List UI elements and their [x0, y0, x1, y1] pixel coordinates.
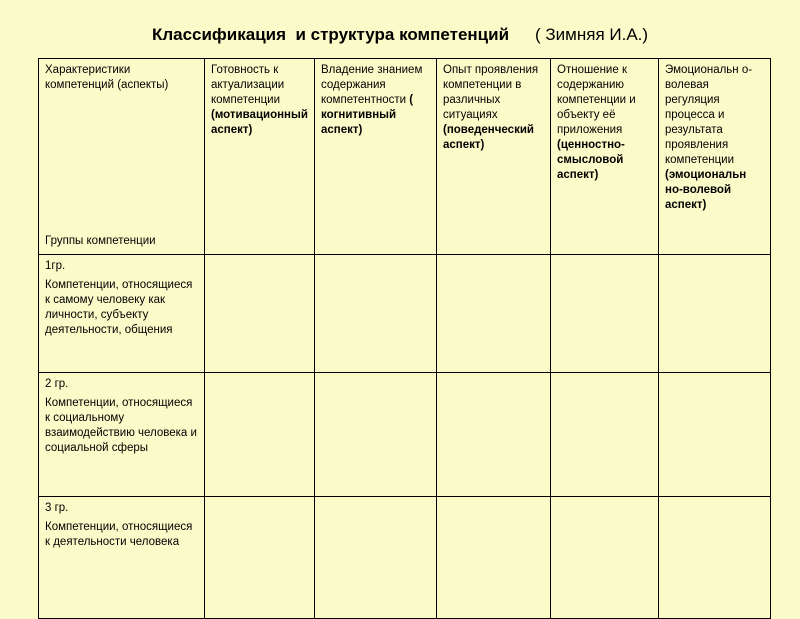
empty-cell [315, 497, 437, 619]
column-header-motivational: Готовность к актуализации компетенции (мотивационный аспект) [205, 59, 315, 255]
group-cell [39, 373, 205, 497]
empty-cell [205, 497, 315, 619]
empty-cell [659, 373, 771, 497]
empty-cell [437, 373, 551, 497]
empty-cell [659, 255, 771, 373]
group-cell [39, 255, 205, 373]
table-row [39, 255, 771, 373]
title-main: Классификация и структура компетенций [151, 25, 510, 44]
column-header-value-semantic: Отношение к содержанию компетенции и объекту её приложения (ценностно-смысловой аспект) [551, 59, 659, 255]
empty-cell [551, 373, 659, 497]
competency-table [38, 58, 771, 619]
empty-cell [315, 255, 437, 373]
table-row [39, 373, 771, 497]
empty-cell [551, 255, 659, 373]
empty-cell [315, 373, 437, 497]
empty-cell [437, 497, 551, 619]
corner-groups-label: Группы компетенции [45, 235, 156, 247]
group-description: Компетенции, относящиеся к деятельности человека [45, 521, 193, 548]
empty-cell [551, 497, 659, 619]
table-row [39, 497, 771, 619]
group-code: 3 гр. [45, 502, 69, 514]
corner-aspects-label: Характеристики компетенций (аспекты) [45, 64, 169, 91]
empty-cell [437, 255, 551, 373]
slide-title [0, 24, 800, 46]
group-code: 1гр. [45, 260, 66, 272]
column-header-cognitive: Владение знанием содержания компетентности ( когнитивный аспект) [315, 59, 437, 255]
empty-cell [205, 373, 315, 497]
column-header-behavioral: Опыт проявления компетенции в различных ситуациях (поведенческий аспект) [437, 59, 551, 255]
group-code: 2 гр. [45, 378, 69, 390]
group-description: Компетенции, относящиеся к социальному взаимодействию человека и социальной сферы [45, 397, 197, 454]
group-description: Компетенции, относящиеся к самому человеку как личности, субъекту деятельности, общения [45, 279, 193, 336]
empty-cell [205, 255, 315, 373]
title-author: ( Зимняя И.А.) [535, 25, 649, 44]
corner-cell [39, 59, 205, 255]
group-cell [39, 497, 205, 619]
header-row [39, 59, 771, 255]
empty-cell [659, 497, 771, 619]
column-header-emotional-volitional: Эмоциональн о-волевая регуляция процесса и результата проявления компетенции (эмоциональн но-волевой аспект) [659, 59, 771, 255]
